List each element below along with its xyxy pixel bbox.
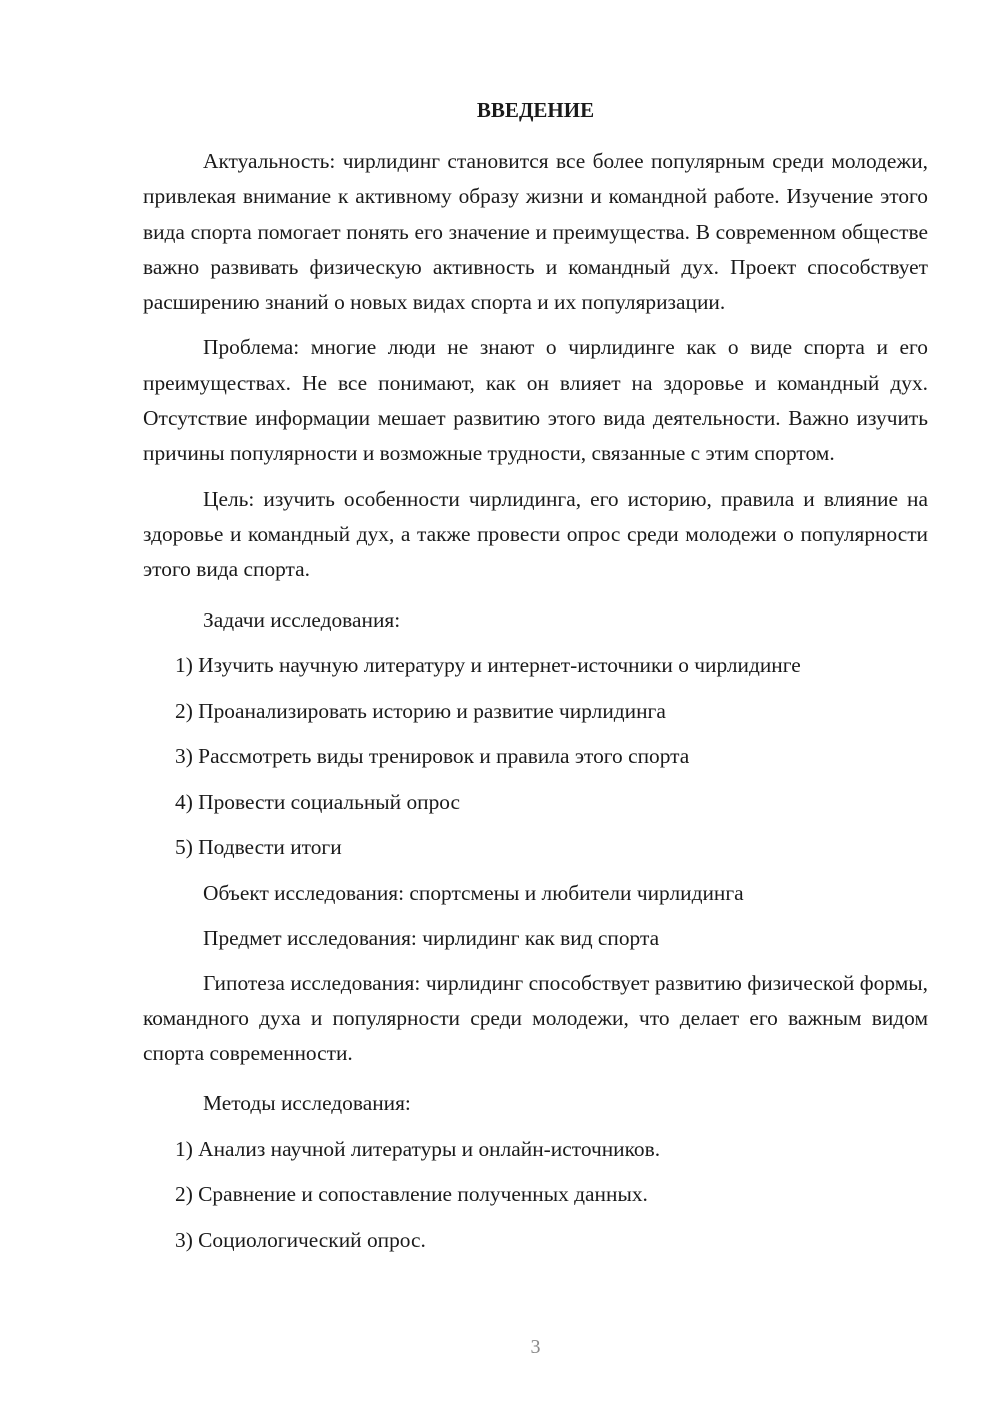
problem-paragraph: Проблема: многие люди не знают о чирлидинге как о виде спорта и его преимуществах. Не все понимают, как он влияет на здоровье и командный дух. Отсутствие информации мешает развитию этого вида деятельности. Важно изучить причины популярности и возможные трудности, связанные с этим спортом.	[143, 335, 928, 466]
goal-paragraph: Цель: изучить особенности чирлидинга, его историю, правила и влияние на здоровье и командный дух, а также провести опрос среди молодежи о популярности этого вида спорта.	[143, 486, 928, 582]
list-item: 1) Изучить научную литературу и интернет-источники о чирлидинге	[175, 653, 801, 678]
research-object: Объект исследования: спортсмены и любители чирлидинга	[203, 880, 744, 905]
document-body	[143, 144, 928, 1263]
page-title: ВВЕДЕНИЕ	[476, 98, 595, 122]
list-item: 2) Проанализировать историю и развитие чирлидинга	[175, 698, 666, 723]
research-subject: Предмет исследования: чирлидинг как вид спорта	[203, 926, 660, 951]
list-item: 1) Анализ научной литературы и онлайн-источников.	[175, 1136, 661, 1161]
hypothesis-paragraph: Гипотеза исследования: чирлидинг способствует развитию физической формы, командного духа и популярности среди молодежи, что делает его важным видом спорта современности.	[143, 970, 928, 1066]
list-item: 3) Рассмотреть виды тренировок и правила этого спорта	[175, 744, 690, 769]
methods-heading: Методы исследования:	[203, 1091, 411, 1116]
tasks-list	[143, 643, 928, 871]
list-item: 4) Провести социальный опрос	[175, 789, 461, 814]
methods-list	[143, 1127, 928, 1264]
relevance-paragraph: Актуальность: чирлидинг становится все более популярным среди молодежи, привлекая внимание к активному образу жизни и командной работе. Изучение этого вида спорта помогает понять его значение и преимущества. В современном обществе важно развивать физическую активность и командный дух. Проект способствует расширению знаний о новых видах спорта и их популяризации.	[143, 149, 928, 315]
list-item: 2) Сравнение и сопоставление полученных данных.	[175, 1182, 648, 1207]
list-item: 5) Подвести итоги	[175, 835, 342, 860]
page-number: 3	[530, 1336, 541, 1358]
list-item: 3) Социологический опрос.	[175, 1227, 426, 1252]
tasks-heading: Задачи исследования:	[203, 607, 401, 632]
